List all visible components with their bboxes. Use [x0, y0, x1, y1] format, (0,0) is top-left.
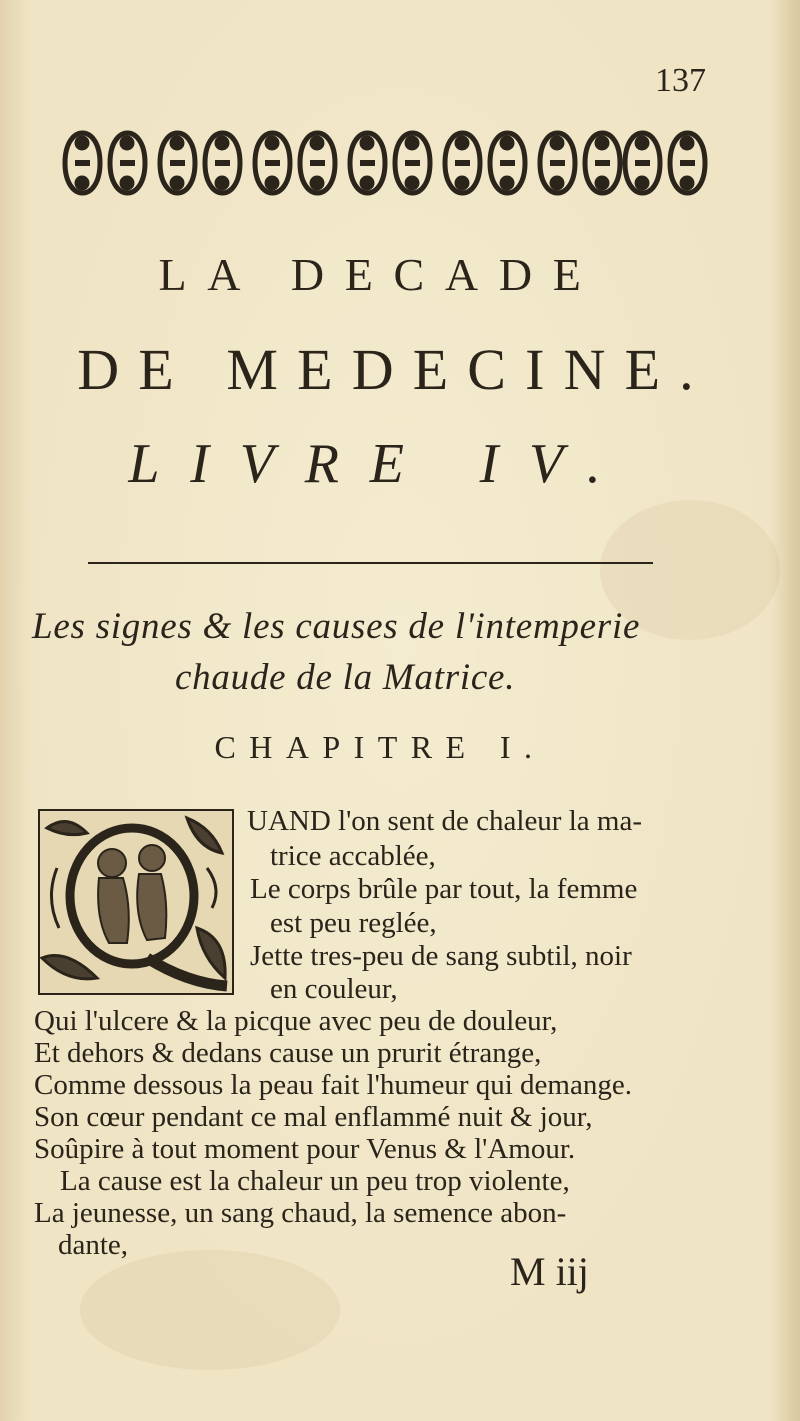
page-number: 137: [655, 62, 706, 99]
chapter-heading-line-2: chaude de la Matrice.: [175, 657, 516, 698]
verse-line: Jette tres-peu de sang subtil, noir: [250, 940, 632, 972]
verse-line: est peu reglée,: [270, 907, 437, 939]
verse-line: Son cœur pendant ce mal enflammé nuit & jour,: [34, 1101, 593, 1133]
verse-line: La cause est la chaleur un peu trop violente,: [60, 1165, 570, 1197]
chapter-label: CHAPITRE I.: [214, 729, 546, 765]
ornament-pattern: [65, 133, 705, 193]
verse-line: trice accablée,: [270, 840, 436, 872]
verse-line: Qui l'ulcere & la picque avec peu de douleur,: [34, 1005, 558, 1037]
signature-mark: M iij: [510, 1249, 589, 1294]
ornament-band: [55, 113, 710, 213]
verse-line: Soûpire à tout moment pour Venus & l'Amour.: [34, 1133, 576, 1165]
chapter-heading-line-1: Les signes & les causes de l'intemperie: [32, 606, 641, 647]
verse-line: Et dehors & dedans cause un prurit étrange,: [34, 1037, 542, 1069]
verse-line: Le corps brûle par tout, la femme: [250, 873, 638, 905]
verse-line: Comme dessous la peau fait l'humeur qui demange.: [34, 1069, 632, 1101]
verse-line: La jeunesse, un sang chaud, la semence abon-: [34, 1197, 567, 1229]
verse-line: dante,: [58, 1229, 129, 1261]
title-line-2: DE MEDECINE.: [77, 337, 713, 402]
title-line-1: LA DECADE: [158, 249, 602, 300]
horizontal-rule: [88, 562, 653, 564]
decorated-initial: [37, 808, 235, 996]
paper-stain: [80, 1250, 340, 1370]
title-line-3: LIVRE IV.: [128, 433, 632, 495]
verse-line: UAND l'on sent de chaleur la ma-: [247, 805, 642, 837]
verse-line: en couleur,: [270, 973, 398, 1005]
